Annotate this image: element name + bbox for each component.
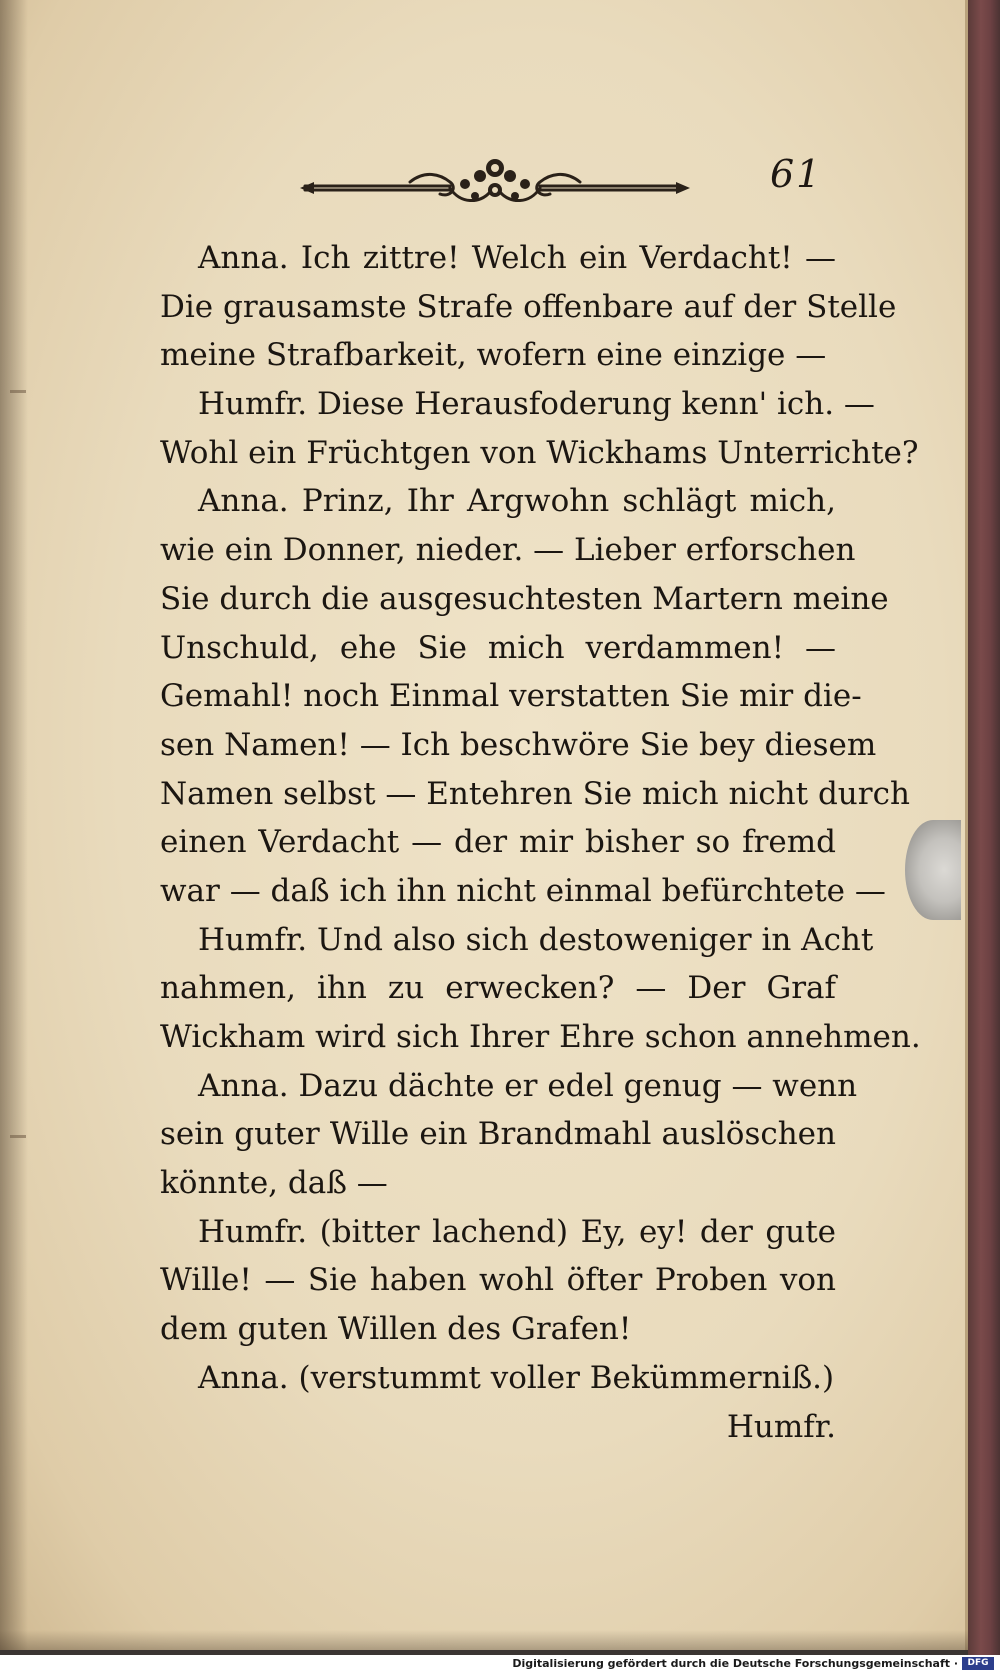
text-line: Unschuld, ehe Sie mich verdammen! — [160,629,836,666]
text-line: Anna. Prinz, Ihr Argwohn schlägt mich, [198,483,836,520]
text-line: könnte, daß — [160,1165,388,1202]
text-line: Anna. Ich zittre! Welch ein Verdacht! — [198,240,836,276]
text-line: sein guter Wille ein Brandmahl auslöschen [160,1116,836,1153]
page-clip [905,820,961,920]
page-bottom-shadow [0,1630,968,1650]
text-line: Anna. (verstummt voller Bekümmerniß.) [198,1359,835,1396]
page-text [160,234,921,1451]
catchword: Humfr. [726,1408,836,1445]
text-line: Die grausamste Strafe offenbare auf der Stelle [160,288,897,325]
text-line: dem guten Willen des Grafen! [160,1311,632,1348]
text-line: Wille! — Sie haben wohl öfter Proben von [160,1262,836,1299]
gutter-shadow [0,0,28,1650]
footer-credit: Digitalisierung gefördert durch die Deutsche Forschungsgemeinschaft · [512,1657,958,1670]
dfg-logo: DFG [962,1657,994,1670]
text-line: Namen selbst — Entehren Sie mich nicht durch [160,775,910,812]
text-line: Anna. Dazu dächte er edel genug — wenn [198,1067,858,1104]
text-line: Wickham wird sich Ihrer Ehre schon annehmen. [160,1019,921,1055]
page-number: 61 [770,152,823,196]
text-line: Gemahl! noch Einmal verstatten Sie mir die- [160,678,862,715]
text-line: war — daß ich ihn nicht einmal befürchtete — [160,872,886,909]
margin-mark [10,1135,26,1138]
text-line: einen Verdacht — der mir bisher so fremd [160,824,836,861]
book-cover-edge [968,0,1000,1655]
floral-ornament-icon [300,152,690,212]
text-line: Wohl ein Früchtgen von Wickhams Unterrichte? [160,434,919,471]
text-line: sen Namen! — Ich beschwöre Sie bey diesem [160,726,877,763]
text-line: Humfr. Und also sich destoweniger in Acht [198,921,874,958]
text-line: Humfr. Diese Herausfoderung kenn' ich. — [198,386,875,423]
margin-mark [10,390,26,393]
text-line: Humfr. (bitter lachend) Ey, ey! der gute [198,1213,836,1250]
text-line: Sie durch die ausgesuchtesten Martern meine [160,580,889,617]
digitization-footer [0,1655,1000,1673]
text-line: wie ein Donner, nieder. — Lieber erforschen [160,532,856,569]
text-line: meine Strafbarkeit, wofern eine einzige — [160,337,827,374]
text-line: nahmen, ihn zu erwecken? — Der Graf [160,970,836,1007]
